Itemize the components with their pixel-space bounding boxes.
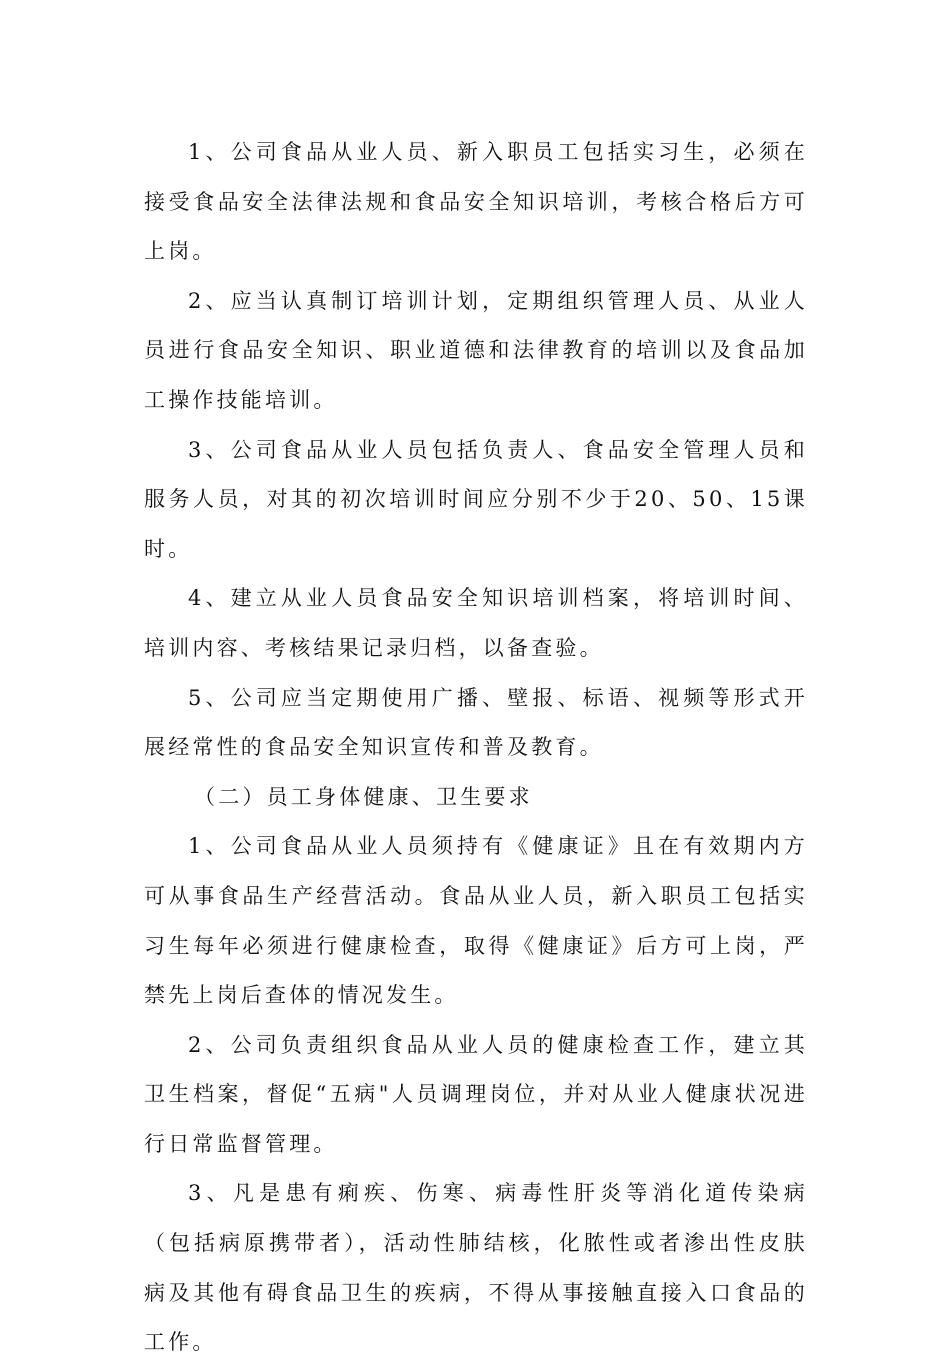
paragraph-training-3: 3、公司食品从业人员包括负责人、食品安全管理人员和服务人员，对其的初次培训时间应分别不少于20、50、15课时。 <box>144 437 808 561</box>
paragraph-training-5: 5、公司应当定期使用广播、壁报、标语、视频等形式开展经常性的食品安全知识宣传和普及教育。 <box>144 685 808 760</box>
paragraph-health-3: 3、凡是患有痢疾、伤寒、病毒性肝炎等消化道传染病（包括病原携带者），活动性肺结核，化脓性或者渗出性皮肤病及其他有碍食品卫生的疾病，不得从事接触直接入口食品的工作。 <box>144 1181 808 1355</box>
paragraph-health-1: 1、公司食品从业人员须持有《健康证》且在有效期内方可从事食品生产经营活动。食品从业人员，新入职员工包括实习生每年必须进行健康检查，取得《健康证》后方可上岗，严禁先上岗后查体的情况发生。 <box>144 834 808 1008</box>
paragraph-training-1: 1、公司食品从业人员、新入职员工包括实习生，必须在接受食品安全法律法规和食品安全知识培训，考核合格后方可上岗。 <box>144 140 808 264</box>
paragraph-training-4: 4、建立从业人员食品安全知识培训档案，将培训时间、培训内容、考核结果记录归档，以备查验。 <box>144 586 808 660</box>
paragraph-health-2: 2、公司负责组织食品从业人员的健康检查工作，建立其卫生档案，督促“五病"人员调理岗位，并对从业人健康状况进行日常监督管理。 <box>144 1032 808 1156</box>
document-body <box>144 128 808 1368</box>
section-heading: （二）员工身体健康、卫生要求 <box>194 784 533 809</box>
paragraph-training-2: 2、应当认真制订培训计划，定期组织管理人员、从业人员进行食品安全知识、职业道德和法律教育的培训以及食品加工操作技能培训。 <box>144 288 808 412</box>
